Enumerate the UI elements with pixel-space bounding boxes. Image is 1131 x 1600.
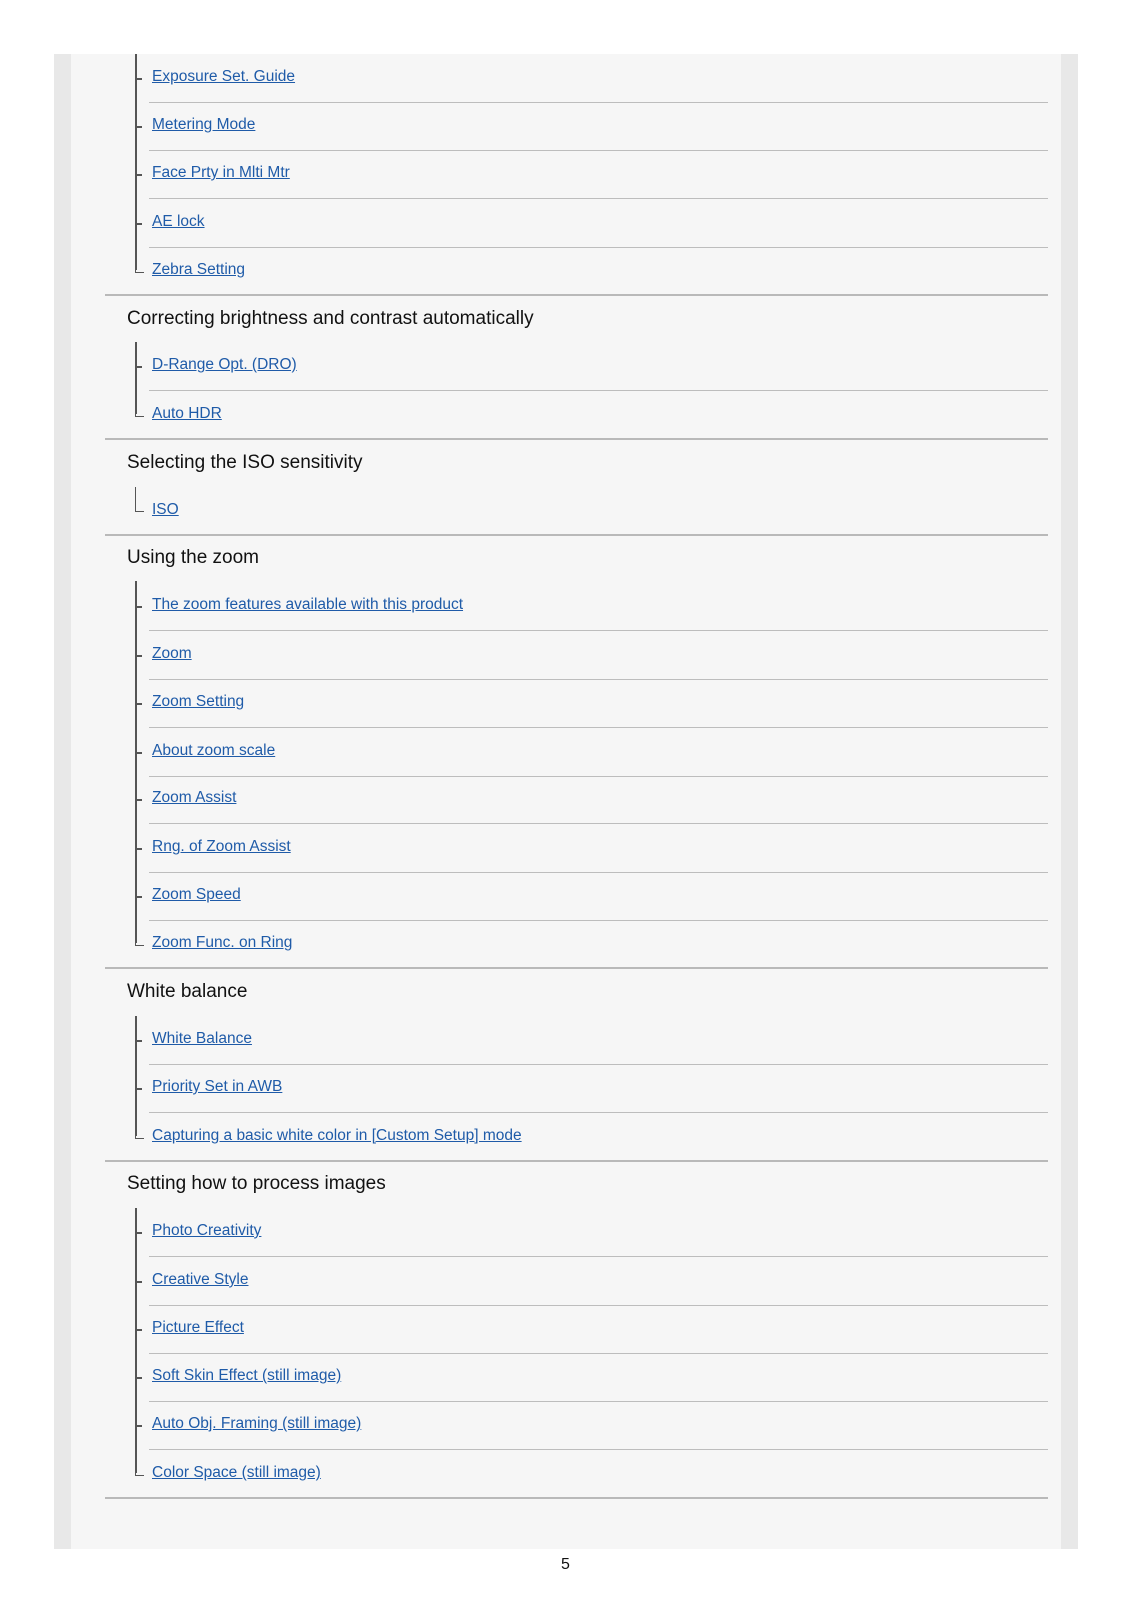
link-auto-hdr[interactable]: Auto HDR — [152, 405, 222, 422]
section-divider — [105, 534, 1048, 536]
section-divider — [105, 294, 1048, 296]
tree-corner — [135, 487, 144, 512]
list-item — [135, 391, 1048, 436]
list-item — [135, 824, 1048, 873]
link-face-prty[interactable]: Face Prty in Mlti Mtr — [152, 164, 290, 181]
section-divider — [105, 967, 1048, 969]
section-heading: Correcting brightness and contrast automatically — [127, 308, 534, 329]
list-item — [135, 920, 1048, 965]
tree-branch — [135, 174, 142, 176]
link-about-zoom-scale[interactable]: About zoom scale — [152, 742, 276, 759]
section-heading: Selecting the ISO sensitivity — [127, 452, 363, 473]
link-soft-skin-effect[interactable]: Soft Skin Effect (still image) — [152, 1367, 342, 1384]
link-zoom-assist[interactable]: Zoom Assist — [152, 789, 237, 806]
section-divider — [105, 1160, 1048, 1162]
tree-branch — [135, 752, 142, 754]
link-priority-set-awb[interactable]: Priority Set in AWB — [152, 1078, 283, 1095]
link-zoom-features[interactable]: The zoom features available with this product — [152, 596, 464, 613]
list-item — [135, 1401, 1048, 1450]
section-heading: White balance — [127, 981, 248, 1002]
tree-branch — [135, 896, 142, 898]
link-ae-lock[interactable]: AE lock — [152, 213, 205, 230]
list-item — [135, 102, 1048, 151]
link-zoom-func-ring[interactable]: Zoom Func. on Ring — [152, 934, 293, 951]
tree-branch — [135, 1329, 142, 1331]
list-item — [135, 679, 1048, 728]
list-item — [135, 1257, 1048, 1306]
link-picture-effect[interactable]: Picture Effect — [152, 1319, 244, 1336]
link-photo-creativity[interactable]: Photo Creativity — [152, 1222, 262, 1239]
tree-branch — [135, 799, 142, 801]
tree-branch — [135, 1232, 142, 1234]
tree-branch — [135, 1425, 142, 1427]
tree-branch — [135, 703, 142, 705]
link-metering-mode[interactable]: Metering Mode — [152, 116, 256, 133]
tree-corner — [135, 1462, 144, 1476]
link-zoom[interactable]: Zoom — [152, 645, 192, 662]
list-item — [135, 247, 1048, 292]
tree-branch — [135, 78, 142, 80]
tree-branch — [135, 606, 142, 608]
link-d-range-opt[interactable]: D-Range Opt. (DRO) — [152, 356, 297, 373]
link-creative-style[interactable]: Creative Style — [152, 1271, 249, 1288]
page-frame — [54, 54, 1078, 1549]
tree-branch — [135, 655, 142, 657]
list-item — [135, 54, 1048, 103]
tree-branch — [135, 1281, 142, 1283]
link-color-space[interactable]: Color Space (still image) — [152, 1464, 321, 1481]
tree-branch — [135, 366, 142, 368]
tree-branch — [135, 1088, 142, 1090]
list-item — [135, 1305, 1048, 1354]
section-divider — [105, 1497, 1048, 1499]
list-item — [135, 199, 1048, 248]
list-item — [135, 1353, 1048, 1402]
list-item — [135, 1208, 1048, 1257]
link-exposure-set-guide[interactable]: Exposure Set. Guide — [152, 68, 296, 85]
list-item — [135, 1113, 1048, 1158]
tree-corner — [135, 403, 144, 417]
list-item — [135, 342, 1048, 391]
list-item — [135, 872, 1048, 921]
link-auto-obj-framing[interactable]: Auto Obj. Framing (still image) — [152, 1415, 362, 1432]
tree-branch — [135, 223, 142, 225]
link-rng-zoom-assist[interactable]: Rng. of Zoom Assist — [152, 838, 291, 855]
list-item — [135, 582, 1048, 631]
section-divider — [105, 438, 1048, 440]
list-item — [135, 1450, 1048, 1495]
link-capturing-white[interactable]: Capturing a basic white color in [Custom Setup] mode — [152, 1127, 522, 1144]
link-zoom-speed[interactable]: Zoom Speed — [152, 886, 241, 903]
link-iso[interactable]: ISO — [152, 501, 179, 518]
tree-corner — [135, 1125, 144, 1139]
page-number: 5 — [561, 1556, 570, 1573]
link-white-balance[interactable]: White Balance — [152, 1030, 252, 1047]
tree-corner — [135, 259, 144, 273]
tree-branch — [135, 1377, 142, 1379]
list-item — [135, 728, 1048, 777]
list-item — [135, 775, 1048, 824]
link-zebra-setting[interactable]: Zebra Setting — [152, 261, 246, 278]
list-item — [135, 631, 1048, 680]
tree-branch — [135, 1040, 142, 1042]
list-item — [135, 150, 1048, 199]
list-item — [135, 487, 1048, 532]
tree-branch — [135, 126, 142, 128]
list-item — [135, 1016, 1048, 1065]
tree-corner — [135, 932, 144, 946]
link-zoom-setting[interactable]: Zoom Setting — [152, 693, 245, 710]
tree-branch — [135, 848, 142, 850]
section-heading: Using the zoom — [127, 547, 260, 568]
toc-panel — [71, 54, 1061, 1549]
section-heading: Setting how to process images — [127, 1173, 386, 1194]
list-item — [135, 1064, 1048, 1113]
